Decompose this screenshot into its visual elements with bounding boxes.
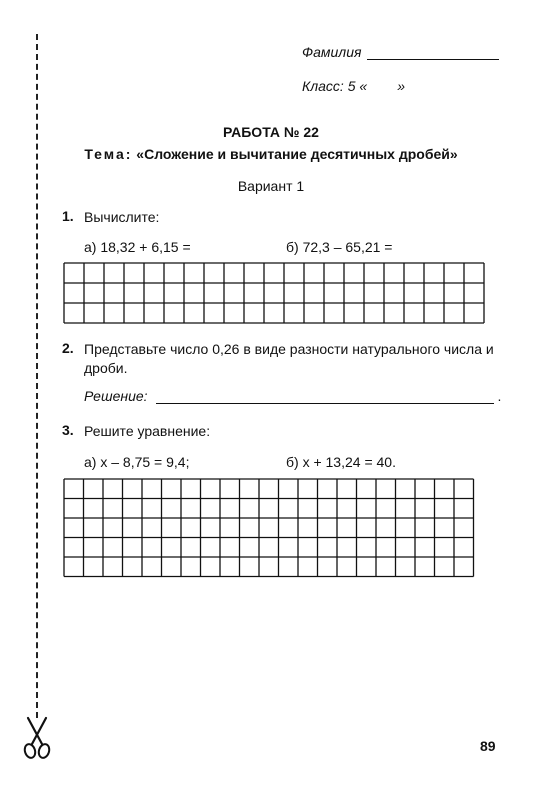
topic-label: Тема: [84, 146, 133, 162]
solution-label: Решение: [84, 388, 148, 404]
topic-text: «Сложение и вычитание десятичных дробей» [132, 146, 458, 162]
task-1-item-b: б) 72,3 – 65,21 = [286, 239, 393, 255]
task-3-text: Решите уравнение: [84, 423, 211, 439]
work-title: РАБОТА № 22 [223, 124, 319, 140]
task-2-solution [84, 388, 501, 404]
task-1-item-a: а) 18,32 + 6,15 = [84, 239, 191, 255]
class-label: Класс: 5 « [302, 78, 368, 94]
surname-input-line[interactable] [367, 45, 499, 60]
task-1-answer-grid[interactable] [63, 262, 487, 324]
class-close-quote: » [397, 78, 405, 94]
task-2-number: 2. [62, 340, 74, 356]
task-3-number: 3. [62, 422, 74, 438]
task-3-answer-grid[interactable] [63, 478, 487, 578]
solution-end-dot: . [497, 388, 502, 404]
work-topic [0, 146, 542, 162]
solution-input-line[interactable] [156, 391, 494, 404]
task-3-item-b: б) x + 13,24 = 40. [286, 454, 396, 470]
task-1-number: 1. [62, 208, 74, 224]
scissors-icon [22, 716, 52, 760]
page-number: 89 [480, 738, 496, 754]
variant-label: Вариант 1 [237, 178, 305, 194]
surname-field [302, 44, 499, 60]
class-field [302, 78, 405, 94]
surname-label: Фамилия [302, 44, 362, 60]
task-1-text: Вычислите: [84, 209, 160, 225]
task-2-text: Представьте число 0,26 в виде разности натурального числа и дроби. [84, 341, 494, 376]
task-3-item-a: а) x – 8,75 = 9,4; [84, 454, 190, 470]
